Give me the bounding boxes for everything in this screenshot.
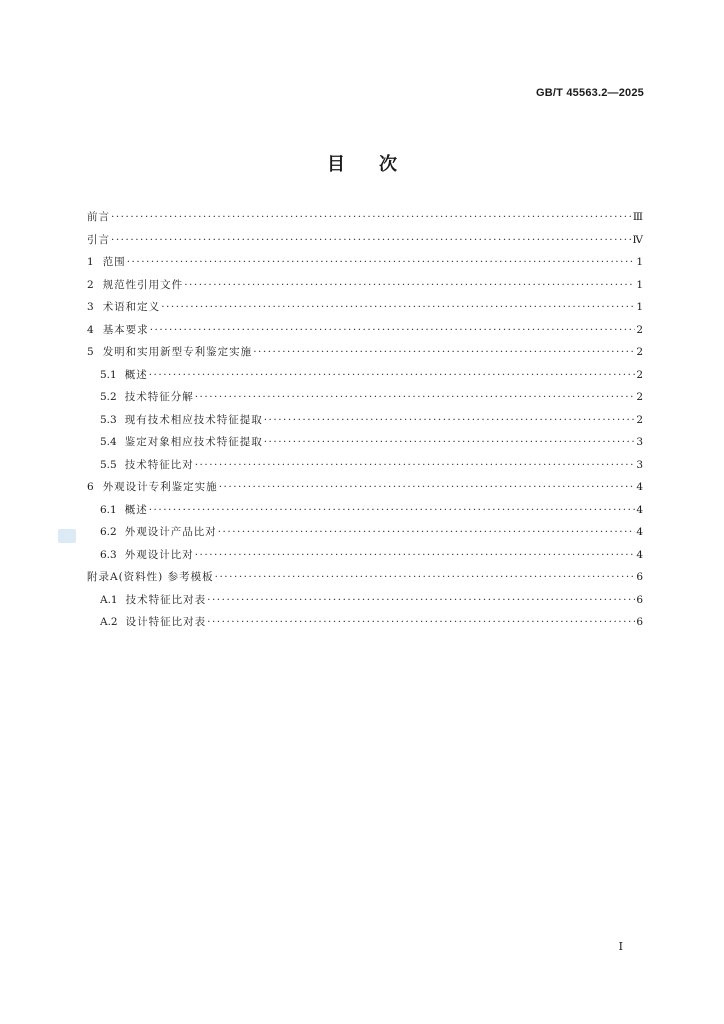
toc-entry-page: 6 bbox=[636, 616, 643, 628]
toc-leader-dots bbox=[149, 499, 635, 522]
toc-entry-label: 术语和定义 bbox=[102, 301, 161, 313]
toc-entry-label: 引言 bbox=[87, 233, 110, 246]
toc-entry-label: 发明和实用新型专利鉴定实施 bbox=[102, 346, 253, 358]
toc-entry-page: 1 bbox=[636, 256, 643, 268]
toc-entry-number: 6.3 bbox=[100, 548, 117, 561]
toc-entry-page: 3 bbox=[636, 458, 643, 471]
toc-leader-dots bbox=[149, 364, 635, 387]
toc-entry-page: 6 bbox=[636, 593, 643, 606]
toc-entry[interactable] bbox=[87, 566, 643, 589]
toc-entry-number: 6.1 bbox=[100, 503, 117, 516]
toc-entry[interactable] bbox=[87, 229, 643, 252]
toc-entry-number: 5.4 bbox=[100, 436, 117, 448]
toc-entry-number: 5.5 bbox=[100, 458, 117, 471]
toc-entry-page: 2 bbox=[636, 391, 643, 403]
toc-entry-page: 4 bbox=[636, 548, 643, 561]
toc-leader-dots bbox=[195, 454, 635, 477]
toc-entry[interactable] bbox=[87, 206, 643, 229]
toc-leader-dots bbox=[161, 296, 635, 319]
toc-leader-dots bbox=[253, 341, 635, 364]
toc-entry-number: 5.1 bbox=[100, 368, 117, 381]
toc-entry-page: 2 bbox=[636, 323, 643, 336]
toc-entry-page: 6 bbox=[636, 571, 643, 583]
toc-entry-label: 技术特征比对 bbox=[124, 458, 194, 471]
toc-entry-label: 基本要求 bbox=[102, 323, 149, 336]
toc-entry-number: 6 bbox=[87, 481, 94, 493]
page-title: 目次 bbox=[327, 154, 431, 175]
toc-entry-label: 鉴定对象相应技术特征提取 bbox=[124, 436, 263, 448]
toc-entry-number: A.1 bbox=[100, 593, 118, 606]
toc-entry-label: 技术特征分解 bbox=[124, 391, 194, 403]
toc-entry-label: 附录A(资料性) 参考模板 bbox=[87, 571, 214, 583]
toc-leader-dots bbox=[264, 409, 635, 432]
toc-entry-number: 2 bbox=[87, 278, 94, 291]
toc-entry-number: 3 bbox=[87, 301, 94, 313]
toc-entry-page: 3 bbox=[636, 436, 643, 448]
toc-leader-dots bbox=[184, 274, 635, 297]
toc-entry-label: 设计特征比对表 bbox=[125, 616, 207, 628]
toc-leader-dots bbox=[195, 544, 635, 567]
toc-entry-label: 现有技术相应技术特征提取 bbox=[124, 413, 263, 426]
toc-leader-dots bbox=[150, 319, 635, 342]
toc-entry[interactable] bbox=[87, 476, 643, 499]
toc-entry[interactable] bbox=[87, 521, 643, 544]
toc-entry[interactable] bbox=[87, 499, 643, 522]
toc-entry-page: Ⅳ bbox=[632, 233, 643, 246]
toc-leader-dots bbox=[264, 431, 635, 454]
toc-leader-dots bbox=[111, 206, 632, 229]
toc-entry[interactable] bbox=[87, 274, 643, 297]
toc-entry[interactable] bbox=[87, 319, 643, 342]
watermark-logo bbox=[58, 529, 76, 543]
toc-leader-dots bbox=[111, 229, 632, 252]
toc-entry-label: 外观设计产品比对 bbox=[124, 526, 217, 538]
toc-leader-dots bbox=[219, 476, 635, 499]
toc-entry-label: 外观设计比对 bbox=[124, 548, 194, 561]
toc-entry[interactable] bbox=[87, 611, 643, 634]
toc-entry-label: 概述 bbox=[124, 503, 148, 516]
toc-entry-number: 5 bbox=[87, 346, 94, 358]
toc-entry[interactable] bbox=[87, 431, 643, 454]
toc-entry-page: 4 bbox=[636, 481, 643, 493]
toc-leader-dots bbox=[207, 589, 635, 612]
toc-entry-label: 外观设计专利鉴定实施 bbox=[102, 481, 218, 493]
page-number: I bbox=[618, 940, 623, 953]
toc-entry-label: 技术特征比对表 bbox=[125, 593, 207, 606]
toc-entry-page: 2 bbox=[636, 346, 643, 358]
toc-leader-dots bbox=[195, 386, 635, 409]
toc-entry-page: 4 bbox=[636, 503, 643, 516]
toc-entry-label: 范围 bbox=[102, 256, 126, 268]
toc-leader-dots bbox=[127, 251, 635, 274]
toc-entry-label: 前言 bbox=[87, 211, 110, 223]
toc-leader-dots bbox=[207, 611, 635, 634]
toc-entry[interactable] bbox=[87, 251, 643, 274]
toc-leader-dots bbox=[215, 566, 635, 589]
toc-entry-number: A.2 bbox=[100, 616, 118, 628]
toc-entry-page: Ⅲ bbox=[632, 211, 643, 223]
standard-code: GB/T 45563.2—2025 bbox=[536, 87, 644, 99]
toc-entry-page: 4 bbox=[636, 526, 643, 538]
toc-entry-page: 2 bbox=[636, 368, 643, 381]
toc-leader-dots bbox=[218, 521, 635, 544]
toc-entry-label: 规范性引用文件 bbox=[102, 278, 184, 291]
toc-entry-page: 1 bbox=[636, 278, 643, 291]
toc-entry[interactable] bbox=[87, 341, 643, 364]
toc-entry-number: 1 bbox=[87, 256, 94, 268]
toc-entry[interactable] bbox=[87, 409, 643, 432]
table-of-contents bbox=[87, 206, 643, 634]
toc-entry[interactable] bbox=[87, 296, 643, 319]
toc-entry-number: 6.2 bbox=[100, 526, 117, 538]
toc-entry[interactable] bbox=[87, 364, 643, 387]
toc-entry-number: 5.2 bbox=[100, 391, 117, 403]
toc-entry-page: 2 bbox=[636, 413, 643, 426]
toc-entry-number: 4 bbox=[87, 323, 94, 336]
toc-entry-label: 概述 bbox=[124, 368, 148, 381]
toc-entry[interactable] bbox=[87, 589, 643, 612]
toc-entry[interactable] bbox=[87, 386, 643, 409]
toc-entry[interactable] bbox=[87, 544, 643, 567]
toc-entry-page: 1 bbox=[636, 301, 643, 313]
toc-entry-number: 5.3 bbox=[100, 413, 117, 426]
toc-entry[interactable] bbox=[87, 454, 643, 477]
